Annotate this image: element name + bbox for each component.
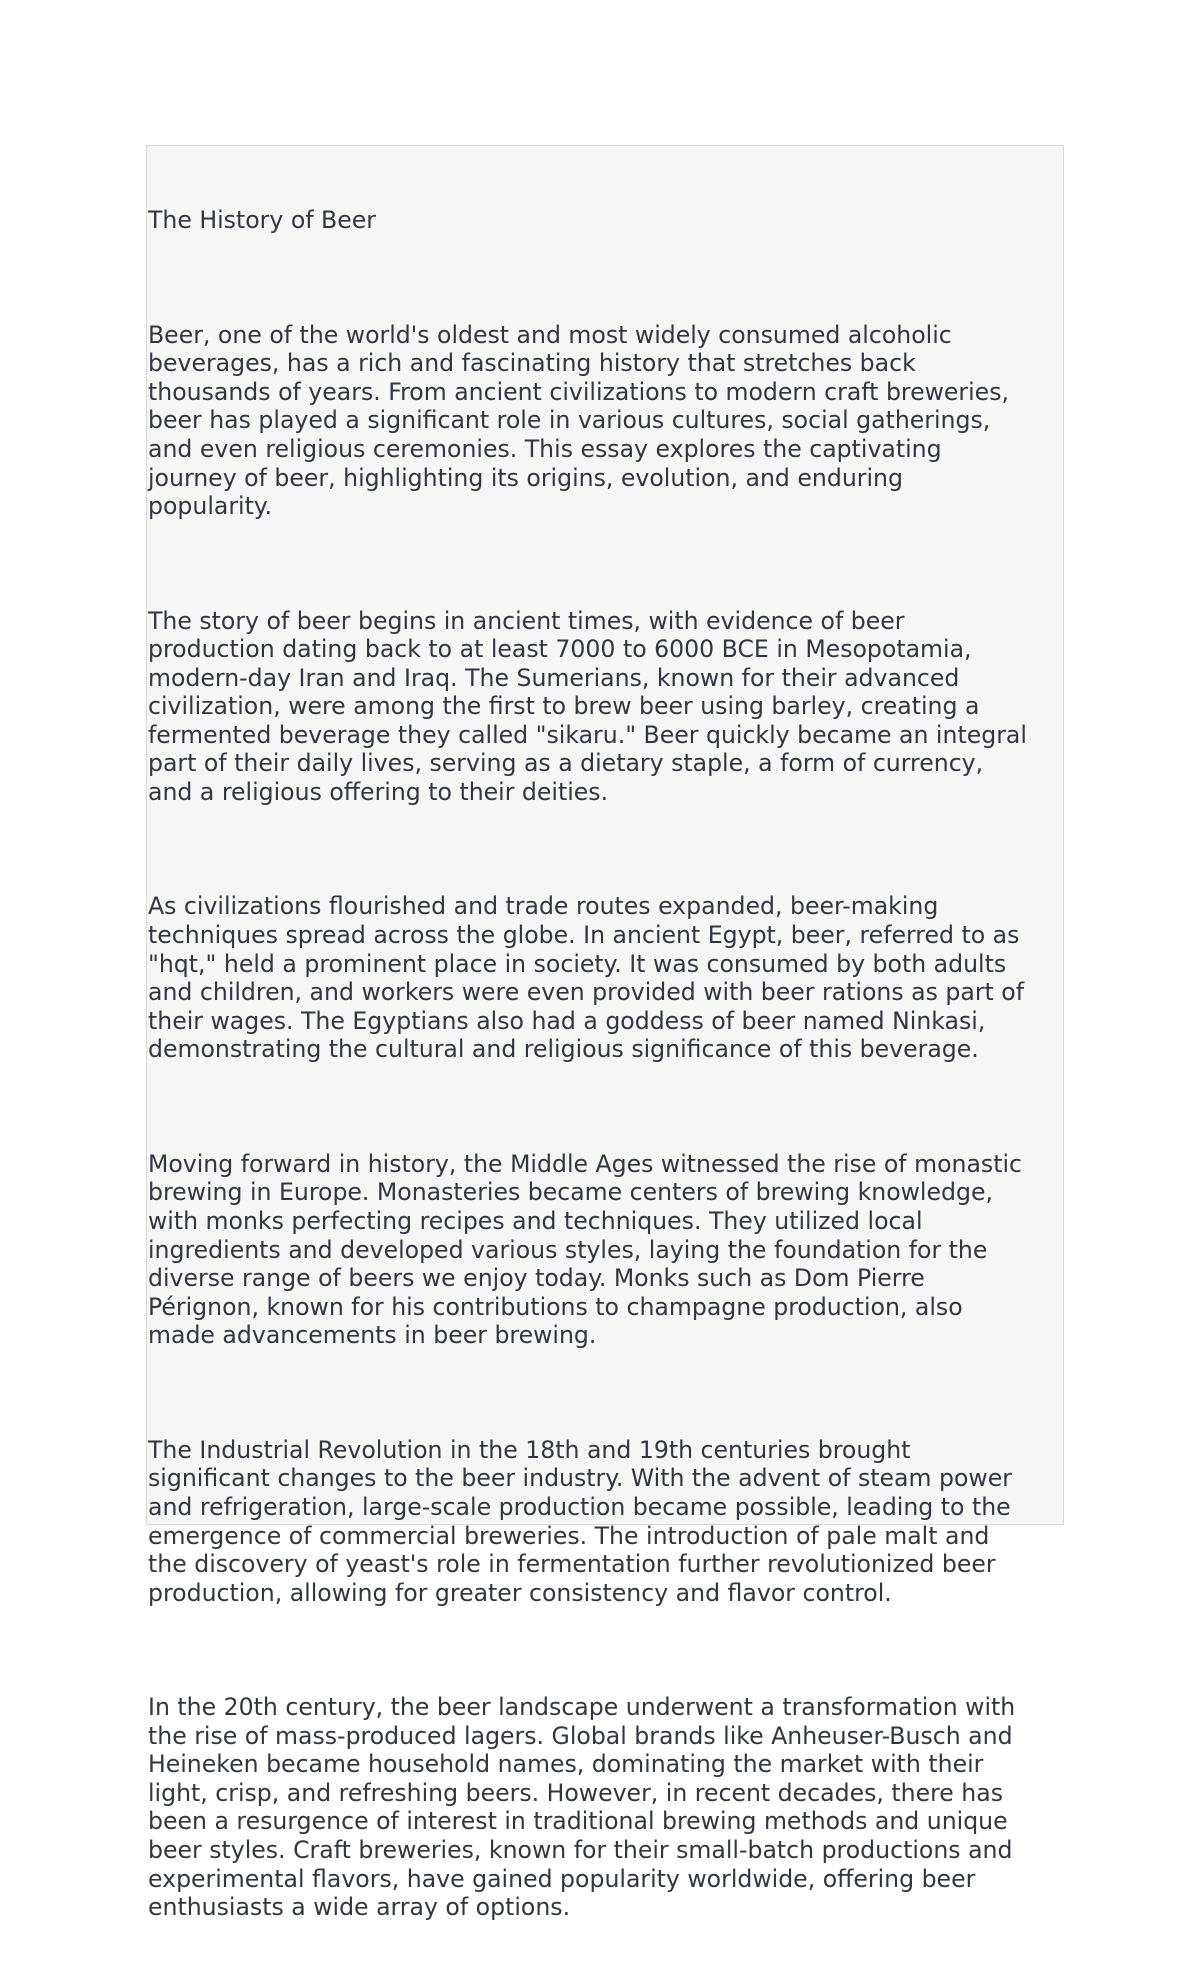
document-text-box (146, 145, 1064, 1922)
document-content (148, 146, 1063, 1979)
paragraph-2: The story of beer begins in ancient times, with evidence of beer production dating back to at least 7000 to 6000 BCE in Mesopotamia, modern-day Iran and Iraq. The Sumerians, known for their advanced civilization, were among the first to brew beer using barley, creating a fermented beverage they called "sikaru." Beer quickly became an integral part of their daily lives, serving as a dietary staple, a form of currency, and a religious offering to their deities. (148, 606, 1027, 807)
paragraph-6: In the 20th century, the beer landscape underwent a transformation with the rise of mass-produced lagers. Global brands like Anheuser-Busch and Heineken became household names, dominating the market with their light, crisp, and refreshing beers. However, in recent decades, there has been a resurgence of interest in traditional brewing methods and unique beer styles. Craft breweries, known for their small-batch productions and experimental flavors, have gained popularity worldwide, offering beer enthusiasts a wide array of options. (148, 1693, 1016, 1922)
paragraph-3: As civilizations flourished and trade routes expanded, beer-making techniques spread across the globe. In ancient Egypt, beer, referred to as "hqt," held a prominent place in society. It was consumed by both adults and children, and workers were even provided with beer rations as part of their wages. The Egyptians also had a goddess of beer named Ninkasi, demonstrating the cultural and religious significance of this beverage. (148, 892, 1025, 1064)
paragraph-5: The Industrial Revolution in the 18th and 19th centuries brought significant changes to the beer industry. With the advent of steam power and refrigeration, large-scale production became possible, leading to the emergence of commercial breweries. The introduction of pale malt and the discovery of yeast's role in fermentation further revolutionized beer production, allowing for greater consistency and flavor control. (148, 1435, 1012, 1607)
paragraph-4: Moving forward in history, the Middle Ages witnessed the rise of monastic brewing in Europe. Monasteries became centers of brewing knowledge, with monks perfecting recipes and techniques. They utilized local ingredients and developed various styles, laying the foundation for the diverse range of beers we enjoy today. Monks such as Dom Pierre Pérignon, known for his contributions to champagne production, also made advancements in beer brewing. (148, 1149, 1023, 1350)
document-title: The History of Beer (148, 206, 376, 235)
paragraph-1: Beer, one of the world's oldest and most widely consumed alcoholic beverages, has a rich and fascinating history that stretches back thousands of years. From ancient civilizations to modern craft breweries, beer has played a significant role in various cultures, social gatherings, and even religious ceremonies. This essay explores the captivating journey of beer, highlighting its origins, evolution, and enduring popularity. (148, 320, 1009, 521)
